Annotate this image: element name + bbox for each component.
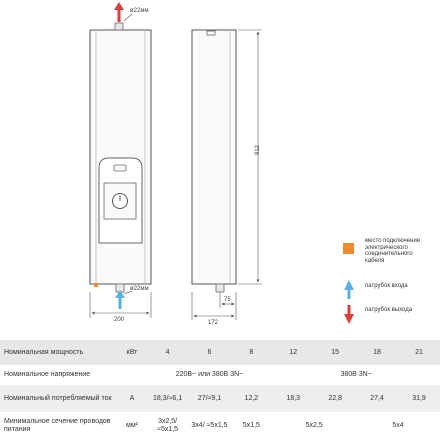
voltage-value-low: 220В~ или 380В 3N~ — [175, 371, 244, 378]
section-unit: мм² — [126, 421, 138, 429]
side-bottom-pipe — [216, 284, 224, 292]
display-screen — [114, 165, 126, 171]
dim-height-label: 912 — [255, 144, 261, 155]
front-view — [90, 23, 151, 292]
section-row — [0, 412, 440, 439]
voltage-label: Номинальное напряжение — [4, 371, 91, 378]
power-value: 15 — [314, 340, 356, 365]
power-row — [0, 340, 440, 365]
side-body — [192, 30, 236, 284]
top-pipe — [115, 23, 123, 30]
legend-cable-text: место подключения электрического соединительного кабеля — [365, 238, 421, 264]
section-label: Минимальное сечение проводов питания — [4, 417, 111, 433]
dim-width-label: 200 — [114, 317, 125, 323]
section-value: 3х2,5/ ≈5х1,5 — [157, 417, 179, 433]
section-value: 5х1,5 — [242, 421, 260, 429]
current-value: 18,3 — [272, 385, 314, 412]
section-value: 5х2,5 — [305, 421, 323, 429]
current-unit: А — [117, 385, 146, 412]
legend-cable-swatch — [343, 243, 354, 254]
power-value: 8 — [230, 340, 272, 365]
current-row — [0, 385, 440, 412]
current-value: 27/≈9,1 — [189, 385, 231, 412]
dim-pipe-top-label: ø22мм — [130, 8, 149, 14]
spec-table — [0, 340, 440, 439]
section-value: 5х4 — [392, 421, 404, 429]
dim-depth-label: 172 — [208, 320, 219, 326]
power-value: 4 — [147, 340, 189, 365]
legend-outlet-icon — [344, 305, 354, 324]
power-value: 18 — [356, 340, 398, 365]
side-view — [192, 30, 236, 292]
legend-inlet-icon — [344, 280, 354, 299]
power-value: 12 — [272, 340, 314, 365]
outlet-arrow-top — [114, 2, 124, 22]
section-value: 3х4/ ≈5х1,5 — [191, 421, 228, 429]
current-value: 12,2 — [230, 385, 272, 412]
voltage-value-high: 380В 3N~ — [340, 371, 372, 378]
power-label: Номинальная мощность — [0, 340, 117, 365]
dim-pipe-bottom-label: ø22мм — [130, 286, 149, 292]
current-label: Номинальный потребляемый ток — [0, 385, 117, 412]
front-body — [90, 30, 151, 284]
current-value: 18,3/≈6,1 — [147, 385, 189, 412]
current-value: 31,9 — [398, 385, 440, 412]
power-value: 6 — [189, 340, 231, 365]
power-value: 21 — [398, 340, 440, 365]
legend-inlet-text: патрубок входа — [365, 283, 408, 289]
legend-outlet-text: патрубок выхода — [365, 307, 413, 313]
dim-offset-label: 75 — [224, 297, 231, 303]
current-value: 27,4 — [356, 385, 398, 412]
current-value: 22,8 — [314, 385, 356, 412]
cable-entry-marker — [94, 283, 98, 287]
inlet-arrow-bottom — [115, 290, 125, 309]
voltage-row — [0, 365, 440, 385]
power-unit: кВт — [117, 340, 146, 365]
